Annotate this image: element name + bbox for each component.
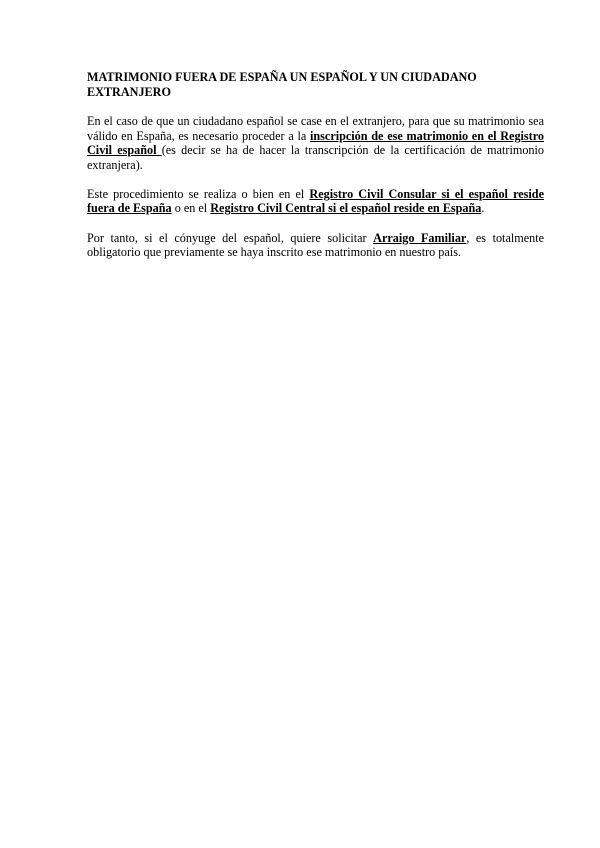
paragraph-text: Este procedimiento se realiza o bien en el <box>87 186 310 201</box>
paragraph-inscription <box>87 114 544 172</box>
paragraph-arraigo <box>87 231 544 260</box>
link-registro-civil-consular[interactable]: Registro Civil Consular si el español reside fuera de España <box>87 186 544 216</box>
paragraph-text: En el caso de que un ciudadano español se case en el extranjero, para que su matrimonio sea válido en España, es necesario proceder a la <box>87 114 544 143</box>
paragraph-text: (es decir se ha de hacer la transcripción de la certificación de matrimonio extranjera). <box>87 143 544 172</box>
paragraph-text: . <box>481 201 485 216</box>
link-registro-civil-central[interactable]: Registro Civil Central si el español reside en España <box>210 201 482 216</box>
paragraph-text: , es totalmente obligatorio que previamente se haya inscrito ese matrimonio en nuestro país. <box>87 230 545 260</box>
document-body <box>87 70 544 274</box>
paragraph-text: o en el <box>171 201 211 216</box>
paragraph-text: Por tanto, si el cónyuge del español, quiere solicitar <box>87 230 374 245</box>
paragraph-procedure <box>87 187 544 216</box>
link-arraigo-familiar[interactable]: Arraigo Familiar <box>373 230 467 245</box>
link-registro-civil-espanol[interactable]: inscripción de ese matrimonio en el Registro Civil español <box>87 128 545 158</box>
document-title: MATRIMONIO FUERA DE ESPAÑA UN ESPAÑOL Y UN CIUDADANO EXTRANJERO <box>87 70 477 99</box>
